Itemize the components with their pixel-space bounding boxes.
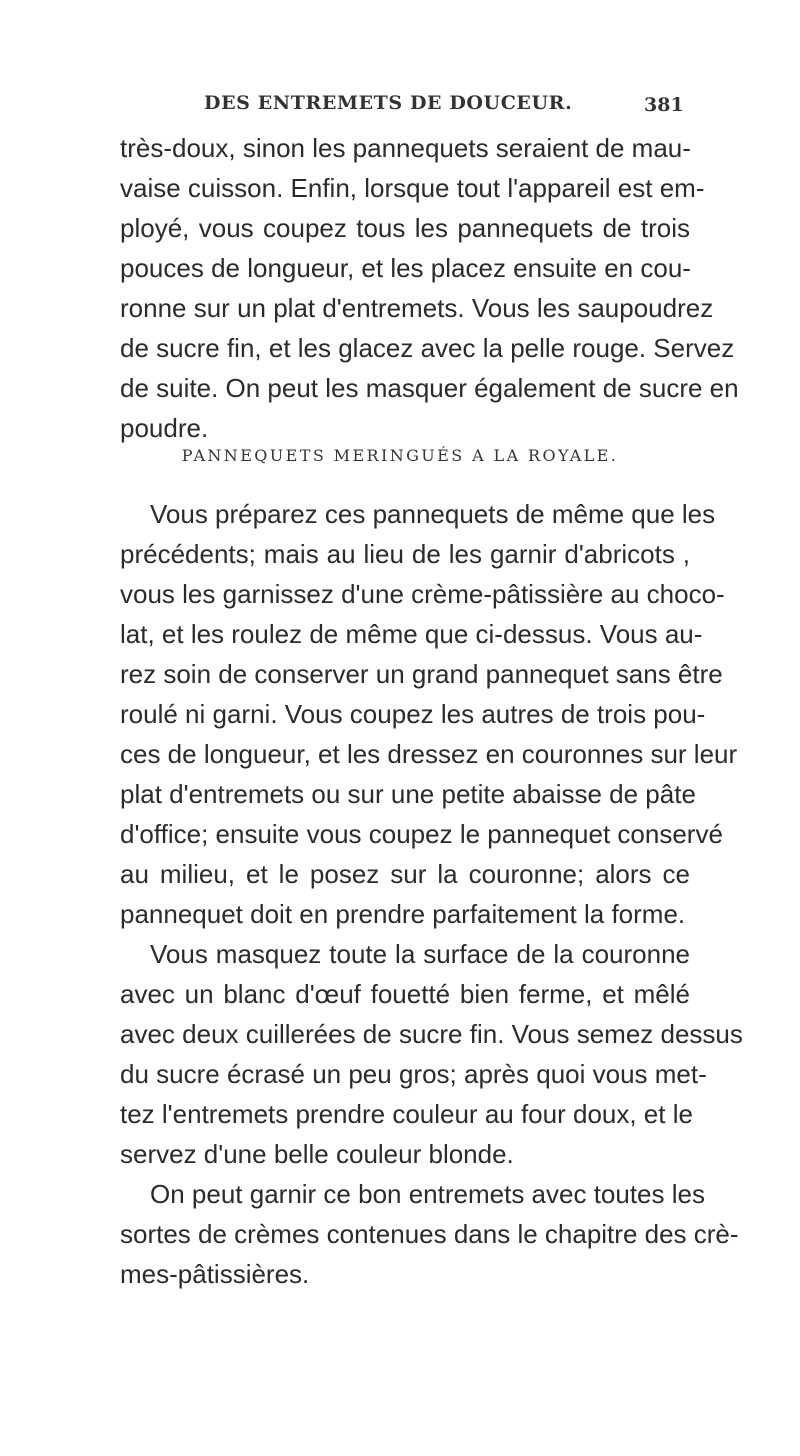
text-line: ces de longueur, et les dressez en couronnes sur leur <box>120 739 738 769</box>
text-line: rez soin de conserver un grand pannequet sans être <box>120 659 723 689</box>
text-line: poudre. <box>120 413 209 443</box>
text-line: ronne sur un plat d'entremets. Vous les saupoudrez <box>120 293 714 323</box>
section-heading: PANNEQUETS MERINGUÉS A LA ROYALE. <box>181 446 619 465</box>
text-line: ployé, vous coupez tous les pannequets de trois <box>120 213 690 243</box>
text-line: pouces de longueur, et les placez ensuite en cou- <box>120 253 691 283</box>
running-title: DES ENTREMETS DE DOUCEUR. <box>204 92 573 114</box>
text-line: lat, et les roulez de même que ci-dessus. Vous au- <box>120 619 703 649</box>
text-line: précédents; mais au lieu de les garnir d'abricots , <box>120 539 690 569</box>
page-number: 381 <box>644 94 684 116</box>
text-line: de sucre fin, et les glacez avec la pelle rouge. Servez <box>120 333 735 363</box>
text-line: très-doux, sinon les pannequets seraient de mau- <box>120 133 691 163</box>
text-line: Vous masquez toute la surface de la couronne <box>150 939 690 969</box>
text-line: d'office; ensuite vous coupez le pannequet conservé <box>120 819 723 849</box>
text-line: du sucre écrasé un peu gros; après quoi vous met- <box>120 1059 707 1089</box>
text-line: sortes de crèmes contenues dans le chapitre des crè- <box>120 1219 739 1249</box>
text-line: pannequet doit en prendre parfaitement la forme. <box>120 899 686 929</box>
text-line: roulé ni garni. Vous coupez les autres de trois pou- <box>120 699 706 729</box>
text-line: servez d'une belle couleur blonde. <box>120 1139 514 1169</box>
running-head <box>0 92 800 116</box>
text-line: On peut garnir ce bon entremets avec toutes les <box>150 1179 705 1209</box>
text-line: mes-pâtissières. <box>120 1259 310 1289</box>
text-line: vous les garnissez d'une crème-pâtissière au choco- <box>120 579 725 609</box>
text-line: avec un blanc d'œuf fouetté bien ferme, et mêlé <box>120 979 690 1009</box>
text-line: au milieu, et le posez sur la couronne; alors ce <box>120 859 690 889</box>
text-line: avec deux cuillerées de sucre fin. Vous semez dessus <box>120 1019 743 1049</box>
text-line: de suite. On peut les masquer également de sucre en <box>120 373 739 403</box>
text-line: vaise cuisson. Enfin, lorsque tout l'appareil est em- <box>120 173 705 203</box>
text-line: plat d'entremets ou sur une petite abaisse de pâte <box>120 779 696 809</box>
text-line: Vous préparez ces pannequets de même que les <box>150 499 716 529</box>
text-line: tez l'entremets prendre couleur au four doux, et le <box>120 1099 693 1129</box>
